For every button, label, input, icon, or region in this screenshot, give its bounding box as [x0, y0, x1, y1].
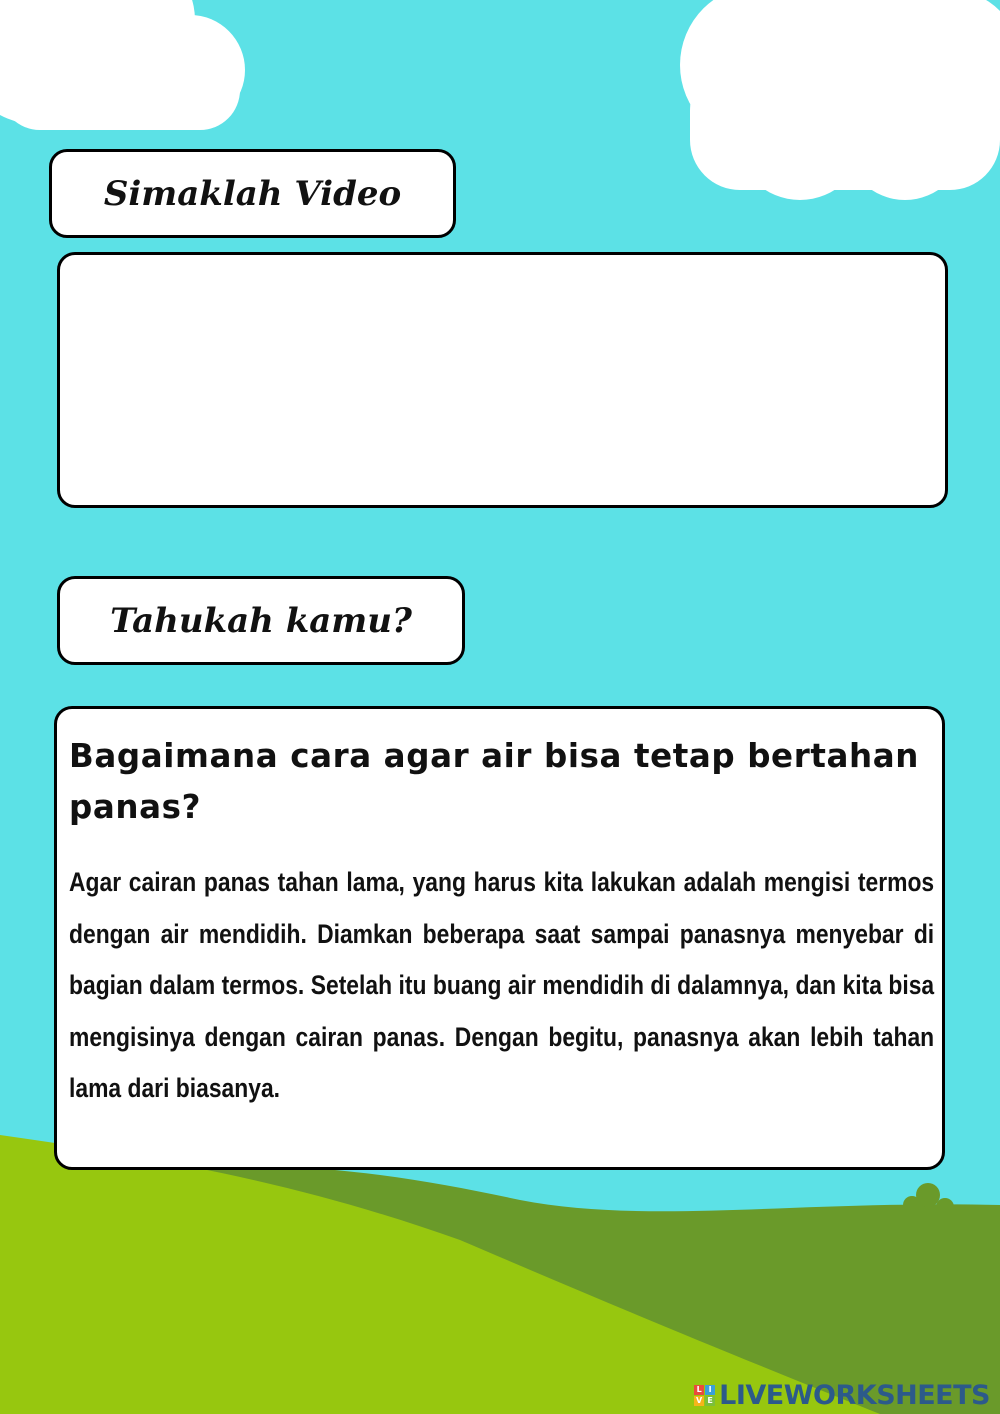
info-answer: Agar cairan panas tahan lama, yang harus kita lakukan adalah mengisi termos dengan air mendidih. Diamkan beberapa saat sampai panasnya menyebar di bagian dalam termos. Setelah itu buang air mendidih di dalamnya, dan kita bisa mengisinya dengan cairan panas. Dengan begitu, panasnya akan lebih tahan lama dari biasanya.: [69, 867, 935, 1103]
brand-logo-letter: L: [694, 1385, 704, 1395]
cloud-left: [0, 0, 245, 130]
brand-logo-icon: [694, 1385, 715, 1406]
info-panel: [54, 706, 945, 1170]
info-label-box: [57, 576, 465, 665]
video-frame[interactable]: [57, 252, 948, 508]
brand-watermark: [694, 1378, 990, 1412]
info-label: Tahukah kamu?: [110, 600, 412, 641]
video-label: Simaklah Video: [103, 173, 402, 214]
brand-logo-letter: I: [705, 1385, 715, 1395]
cloud-right: [680, 0, 1000, 200]
brand-logo-letter: E: [705, 1396, 715, 1406]
video-label-box: [49, 149, 456, 238]
brand-name: LIVEWORKSHEETS: [719, 1379, 990, 1411]
brand-logo-letter: V: [696, 1395, 703, 1405]
info-question: Bagaimana cara agar air bisa tetap bertahan panas?: [69, 737, 919, 826]
